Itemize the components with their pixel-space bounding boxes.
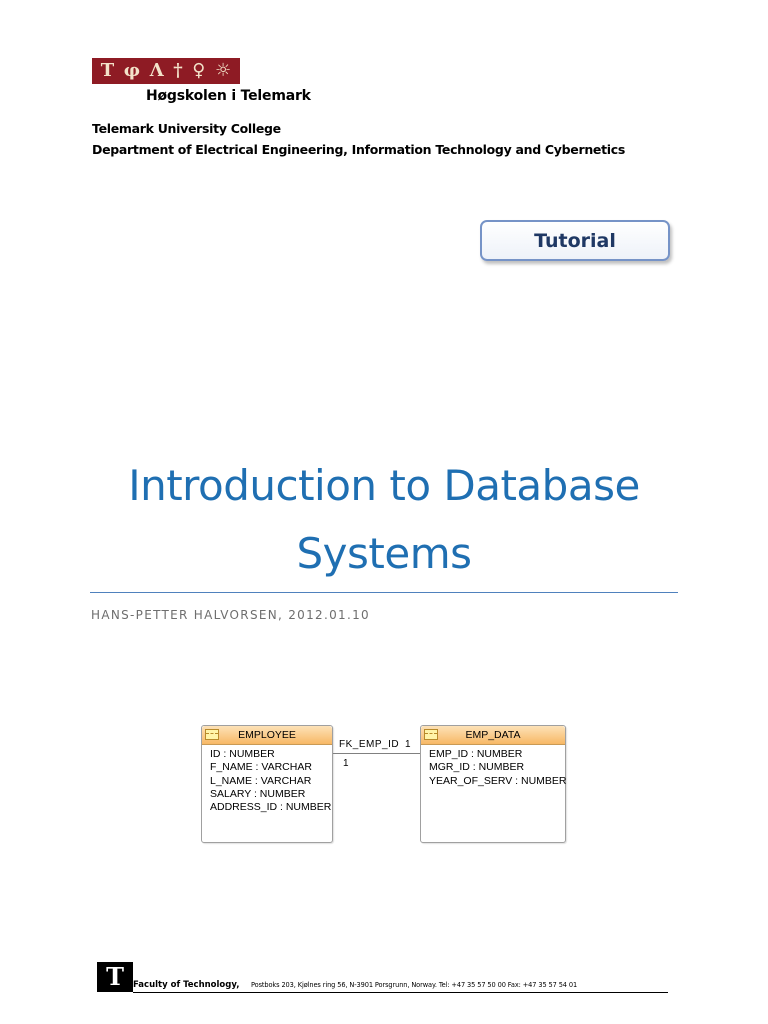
logo-glyph: φ [123,60,141,81]
attribute: L_NAME : VARCHAR [210,774,312,787]
school-logo [92,58,240,84]
department-name: Department of Electrical Engineering, Information Technology and Cybernetics [92,142,626,157]
school-name: Høgskolen i Telemark [146,88,311,104]
table-icon [424,729,438,740]
cardinality-right: 1 [405,739,411,750]
college-name: Telemark University College [92,121,281,136]
logo-glyph: ♀ [192,60,206,81]
footer-address: Postboks 203, Kjølnes ring 56, N-3901 Porsgrunn, Norway. Tel: +47 35 57 50 00 Fax: +47 35 57 54 01 [251,981,578,989]
footer-divider [133,992,668,993]
attribute: SALARY : NUMBER [210,787,306,800]
tutorial-label: Tutorial [534,229,616,252]
attribute: MGR_ID : NUMBER [429,761,525,774]
entity-employee [201,725,333,843]
logo-glyph: ☼ [215,60,232,81]
title-line-1: Introduction to Database [128,461,640,510]
entity-emp-data [420,725,566,843]
relationship-line [333,753,420,754]
title-line-2: Systems [296,529,472,578]
author-date: HANS-PETTER HALVORSEN, 2012.01.10 [91,608,370,622]
attribute: YEAR_OF_SERV : NUMBER [429,774,567,787]
entity-name: EMP_DATA [465,729,521,741]
cardinality-left: 1 [343,758,349,769]
document-title [90,452,678,588]
tutorial-badge [480,220,670,261]
relationship-label: FK_EMP_ID [339,739,400,750]
faculty-logo: T [97,962,133,992]
entity-header [421,726,565,745]
logo-glyph: Λ [149,60,164,81]
logo-glyph: † [173,60,183,81]
title-divider [90,592,678,593]
logo-glyph: T [100,60,115,81]
footer-faculty: Faculty of Technology, [133,980,240,990]
attribute: ADDRESS_ID : NUMBER [210,801,332,814]
attribute: EMP_ID : NUMBER [429,748,523,760]
attribute-list [421,745,565,788]
attribute: F_NAME : VARCHAR [210,761,312,774]
entity-name: EMPLOYEE [238,729,296,741]
attribute-list [202,745,332,814]
entity-header [202,726,332,745]
table-icon [205,729,219,740]
attribute: ID : NUMBER [210,748,275,760]
